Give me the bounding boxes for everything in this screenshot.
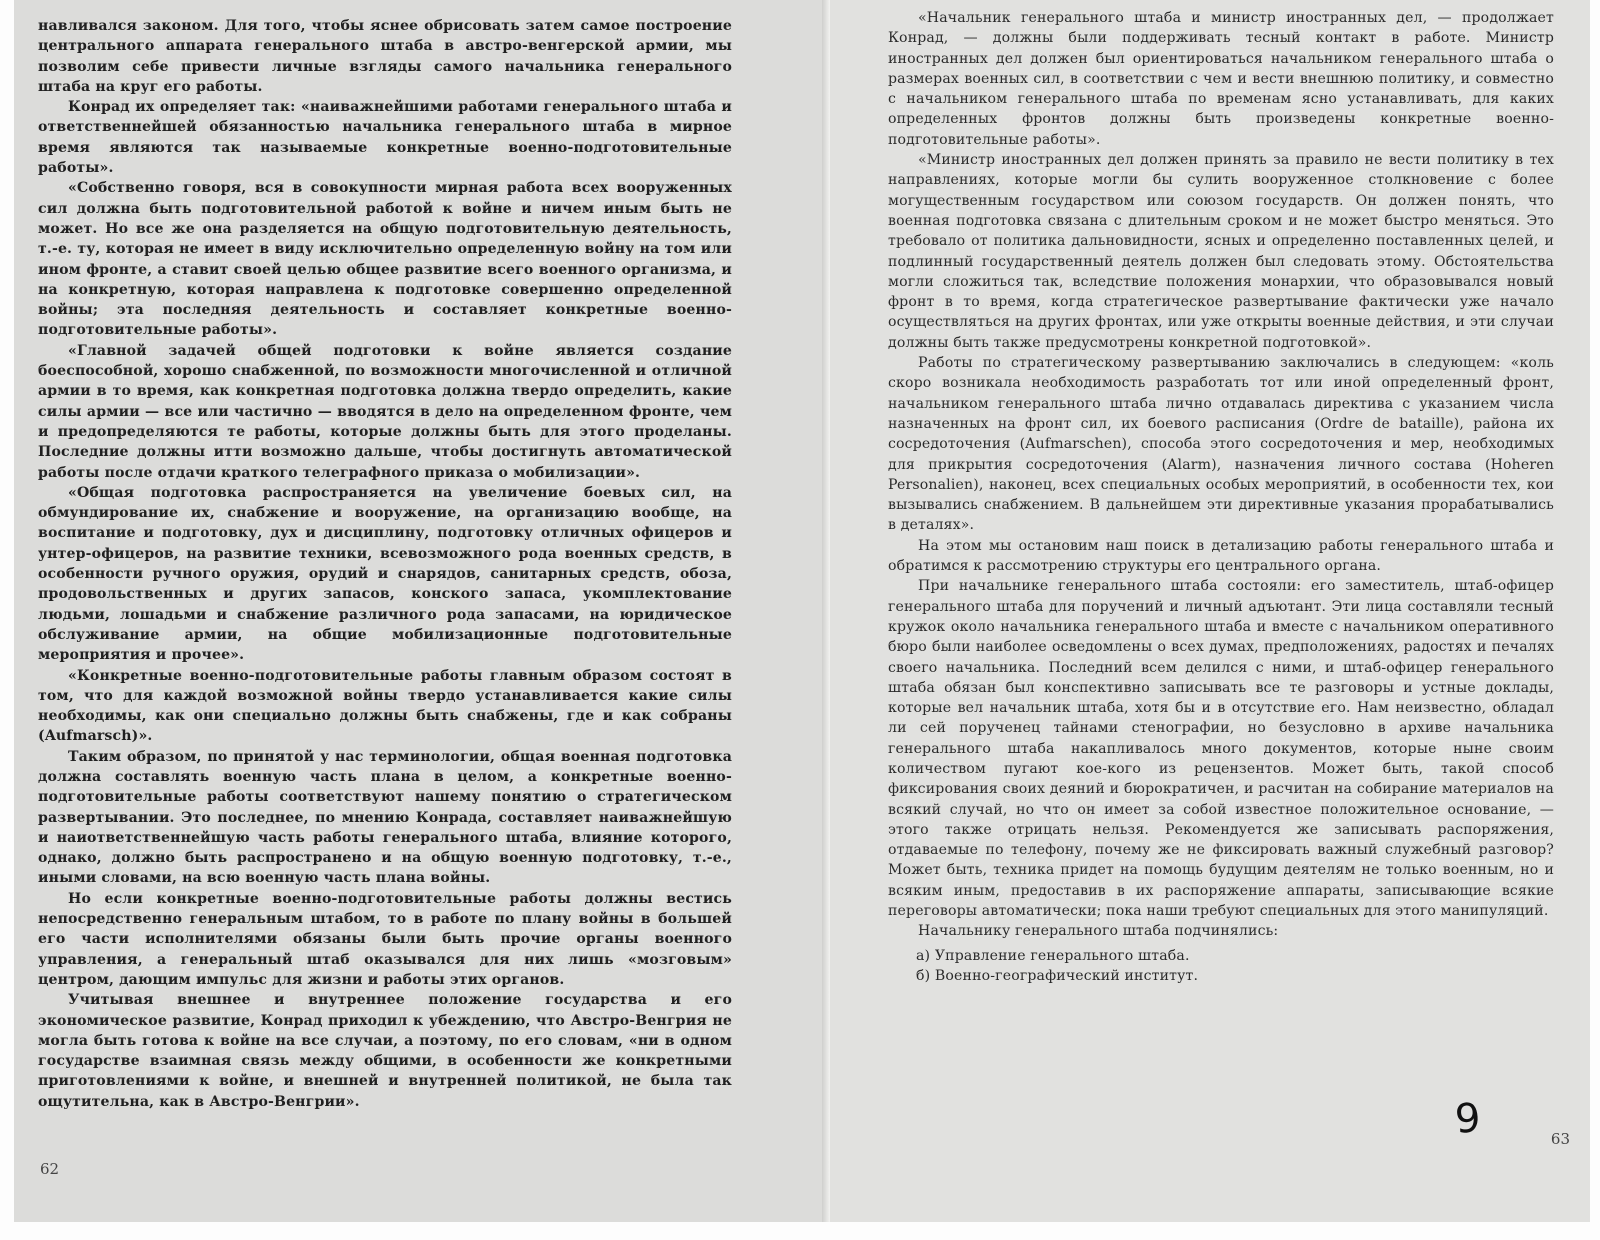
paragraph: Учитывая внешнее и внутреннее положение государства и его экономическое развитие, Конрад приходил к убеждению, что Австро-Венгрия не могла быть готова к войне на все случаи, а поэтому, по его словам, «ни в одном государстве взаимная связь между общими, в особенности же конкретными приготовлениями к войне, и внешней и внутренней политикой, не была так ощутительна, как в Австро-Венгрии». <box>38 992 732 1110</box>
left-page-text <box>38 16 732 1112</box>
paragraph: Начальнику генерального штаба подчинялись: <box>918 923 1279 940</box>
list-item: а) Управление генерального штаба. <box>916 947 1190 964</box>
paragraph: «Собственно говоря, вся в совокупности мирная работа всех вооруженных сил должна быть подготовительной работой к войне и ничем иным быть не может. Но все же она разделяется на общую подготовительную деятельность, т.-е. ту, которая не имеет в виду исключительно определенную войну на том или ином фронте, а ставит своей целью общее развитие всего военного организма, и на конкретную, которая направлена к подготовке совершенно определенной войны; эта последняя деятельность и составляет конкретные военно-подготовительные работы». <box>38 180 732 339</box>
paragraph: Работы по стратегическому развертыванию заключались в следующем: «коль скоро возникала необходимость разработать тот или иной определенный фронт, начальником генерального штаба лично отдавалась директива с указанием числа назначенных на фронт сил, их боевого расписания (Ordre de bataille), района их сосредоточения (Aufmarschen), способа этого сосредоточения и мер, необходимых для прикрытия сосредоточения (Alarm), назначения личного состава (Hoheren Personalien), наконец, всех специальных особых мероприятий, в особенности тех, кои вызывались снабжением. В дальнейшем эти директивные указания прорабатывались в деталях». <box>888 355 1554 534</box>
paragraph: Но если конкретные военно-подготовительные работы должны вестись непосредственно генеральным штабом, то в работе по плану войны в большей его части исполнителями обязаны были быть прочие органы военного управления, а генеральный штаб оказывался для них лишь «мозговым» центром, дающим импульс для жизни и работы этих органов. <box>38 890 732 988</box>
paragraph: На этом мы остановим наш поиск в детализацию работы генерального штаба и обратимся к рассмотрению структуры его центрального органа. <box>888 537 1554 575</box>
right-page-text <box>888 8 1554 942</box>
paragraph: При начальнике генерального штаба состояли: его заместитель, штаб-офицер генерального штаба для поручений и личный адъютант. Эти лица составляли тесный кружок около начальника генерального штаба и вместе с начальником оперативного бюро были наиболее осведомлены о всех думах, предположениях, радостях и печалях своего начальника. Последний всем делился с ними, и штаб-офицер генерального штаба обязан был конспективно записывать все те разговоры и устные доклады, которые вел начальник штаба, хотя бы и в отсутствие его. Нам неизвестно, обладал ли сей порученец тайнами стенографии, но безусловно в архиве начальника генерального штаба накапливалось много документов, которые ныне своим количеством пугают кое-кого из рецензентов. Может быть, такой способ фиксирования своих деяний и бюрократичен, и расчитан на собирание материалов на всякий случай, но что он имеет за собой известное положительное основание, — этого также отрицать нельзя. Рекомендуется же записывать распоряжения, отдаваемые по телефону, почему же не фиксировать важный служебный разговор? Может быть, техника придет на помощь будущим деятелям не только военным, но и всяким иным, предоставив в их распоряжение аппараты, записывающие всякие переговоры автоматически; пока наши требуют специальных для этого манипуляций. <box>888 578 1554 920</box>
paragraph: «Начальник генерального штаба и министр иностранных дел, — продолжает Конрад, — должны были поддерживать тесный контакт в работе. Министр иностранных дел должен был ориентироваться начальником генерального штаба о размерах военных сил, в соответствии с чем и вести внешнюю политику, и совместно с начальником генерального штаба по временам ясно устанавливать, для каких определенных фронтов должны быть произведены конкретные военно-подготовительные работы». <box>888 10 1554 148</box>
left-page-number: 62 <box>40 1160 60 1178</box>
left-page <box>14 0 830 1222</box>
paragraph: Конрад их определяет так: «наиважнейшими работами генерального штаба и ответственнейшей обязанностью начальника генерального штаба в мирное время являются так называемые конкретные военно-подготовительные работы». <box>38 99 732 177</box>
paragraph: «Конкретные военно-подготовительные работы главным образом состоят в том, что для каждой возможной войны твердо устанавливается какие силы необходимы, как они специально должны быть снабжены, где и как собраны (Aufmarsch)». <box>38 667 732 745</box>
right-page <box>830 0 1590 1222</box>
handwritten-number: 9 <box>1453 1095 1483 1143</box>
paragraph: «Главной задачей общей подготовки к войне является создание боеспособной, хорошо снабженной, по возможности многочисленной и отличной армии в то время, как конкретная подготовка должна твердо определить, какие силы армии — все или частично — вводятся в дело на определенном фронте, чем и предопределяются те работы, которые должны быть для этого проделаны. Последние должны итти возможно дальше, чтобы достигнуть автоматической работы после отдачи краткого телеграфного приказа о мобилизации». <box>38 342 732 481</box>
list-item: б) Военно-географический институт. <box>916 967 1199 984</box>
paragraph: «Общая подготовка распространяется на увеличение боевых сил, на обмундирование их, снабжение и вооружение, на организацию вообще, на воспитание и подготовку, дух и дисциплину, подготовку отличных офицеров и унтер-офицеров, на развитие техники, всевозможного рода военных средств, в особенности ручного оружия, орудий и снарядов, санитарных средств, обоза, продовольственных и других запасов, конского запаса, укомплектование людьми, лошадьми и снабжение различного рода запасами, на юридическое обслуживание армии, на общие мобилизационные подготовительные мероприятия и прочее». <box>38 484 732 664</box>
subordinates-list <box>888 946 1554 987</box>
book-spread <box>14 0 1590 1222</box>
right-page-number: 63 <box>1550 1130 1570 1148</box>
paragraph: «Министр иностранных дел должен принять за правило не вести политику в тех направлениях, которые могли бы сулить вооруженное столкновение с более могущественным государством или союзом государств. Он должен понять, что военная подготовка связана с длительным сроком и не может быстро меняться. Это требовало от политика дальновидности, ясных и определенно поставленных целей, и подлинный государственный деятель должен был следовать этому. Обстоятельства могли сложиться так, вследствие положения монархии, что образовывался новый фронт в то время, когда стратегическое развертывание фактически уже начало осуществляться на других фронтах, или уже открыты военные действия, и эти случаи должны быть также предусмотрены конкретной подготовкой». <box>888 152 1554 351</box>
paragraph: Таким образом, по принятой у нас терминологии, общая военная подготовка должна составлять военную часть плана в целом, а конкретные военно-подготовительные работы соответствуют нашему понятию о стратегическом развертывании. Это последнее, по мнению Конрада, составляет наиважнейшую и наиответственнейшую часть работы генерального штаба, влияние которого, однако, должно быть распространено и на общую военную подготовку, т.-е., иными словами, на всю военную часть плана войны. <box>38 748 732 887</box>
paragraph: навливался законом. Для того, чтобы яснее обрисовать затем самое построение центрального аппарата генерального штаба в австро-венгерской армии, мы позволим себе привести личные взгляды самого начальника генерального штаба на круг его работы. <box>38 18 732 95</box>
